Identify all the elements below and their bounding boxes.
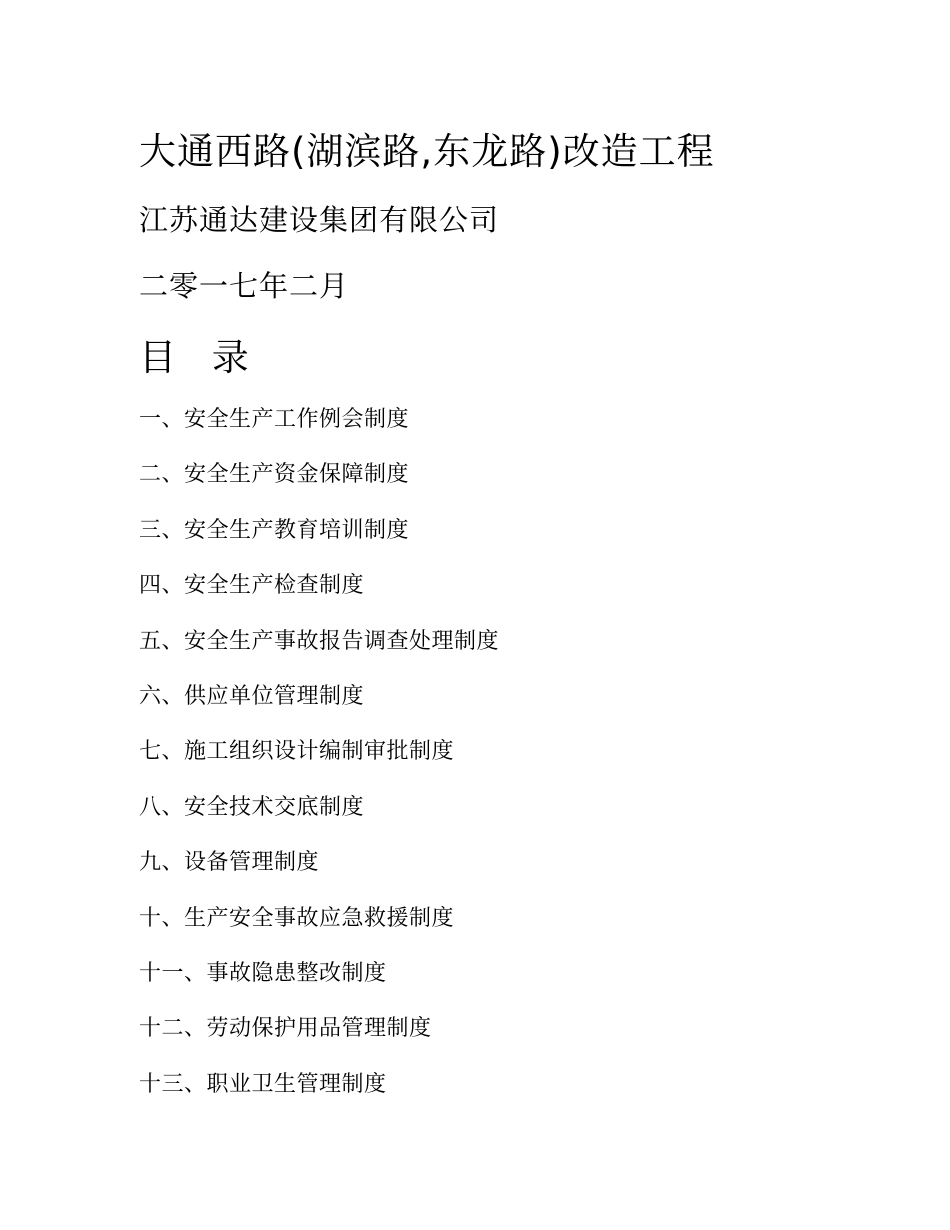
- document-date: 二零一七年二月: [139, 269, 350, 303]
- company-name: 江苏通达建设集团有限公司: [139, 203, 500, 237]
- toc-item: 六、供应单位管理制度: [139, 683, 365, 709]
- toc-item: 四、安全生产检查制度: [139, 573, 365, 599]
- toc-heading: 目 录: [139, 336, 261, 379]
- toc-list: [139, 402, 499, 1122]
- toc-item: 二、安全生产资金保障制度: [139, 462, 410, 488]
- toc-item: 一、安全生产工作例会制度: [139, 407, 410, 432]
- toc-item: 九、设备管理制度: [139, 850, 320, 876]
- toc-item: 十、生产安全事故应急救援制度: [139, 905, 455, 931]
- toc-item: 七、施工组织设计编制审批制度: [139, 739, 455, 765]
- toc-item: 十二、劳动保护用品管理制度: [139, 1016, 432, 1042]
- project-title: 大通西路(湖滨路,东龙路)改造工程: [139, 130, 715, 173]
- toc-item: 十一、事故隐患整改制度: [139, 960, 387, 986]
- toc-item: 十三、职业卫生管理制度: [139, 1071, 387, 1097]
- toc-item: 八、安全技术交底制度: [139, 794, 365, 820]
- toc-item: 五、安全生产事故报告调查处理制度: [139, 628, 500, 654]
- toc-item: 三、安全生产教育培训制度: [139, 517, 410, 543]
